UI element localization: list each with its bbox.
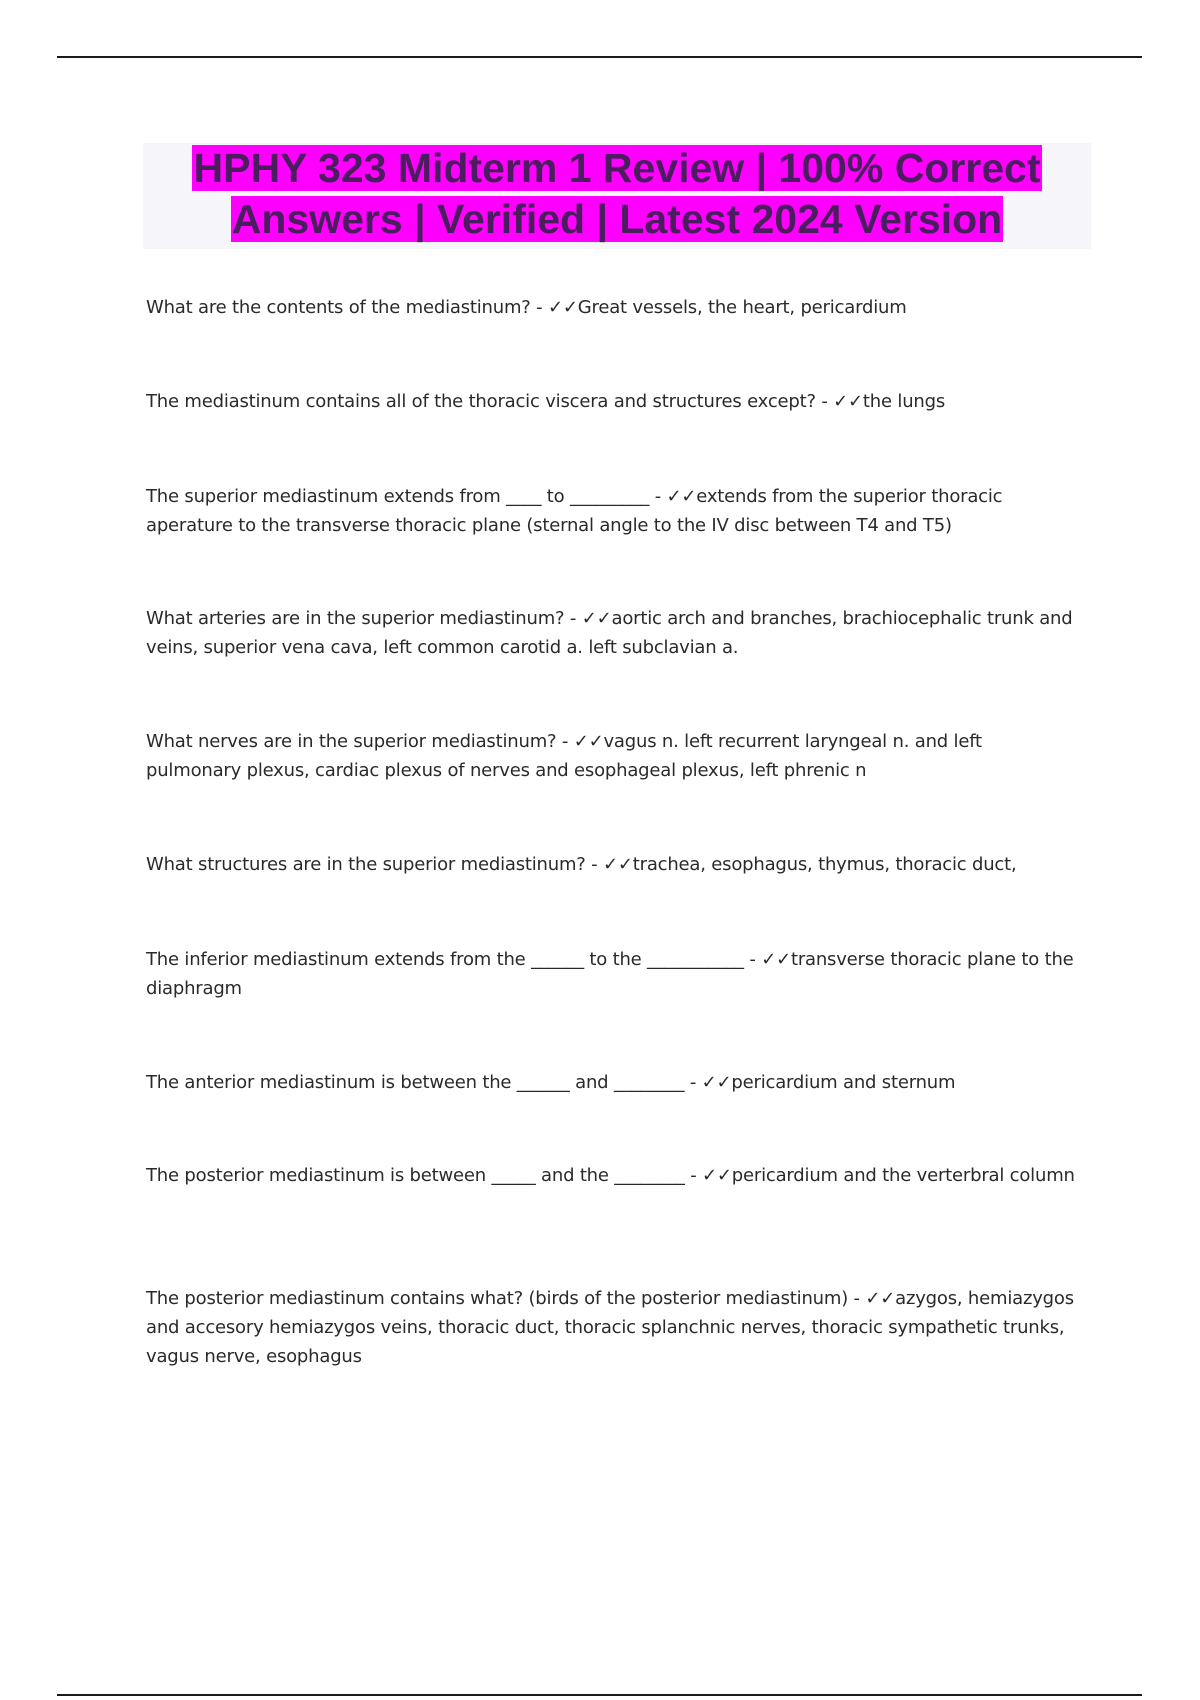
qa-item-4: What arteries are in the superior mediastinum? - ✓✓aortic arch and branches, brachiocephalic trunk and veins, superior vena cava, left common carotid a. left subclavian a.	[146, 608, 1073, 658]
top-rule	[57, 56, 1142, 58]
qa-item-2: The mediastinum contains all of the thoracic viscera and structures except? - ✓✓the lungs	[146, 391, 946, 412]
qa-item-5: What nerves are in the superior mediastinum? - ✓✓vagus n. left recurrent laryngeal n. and left pulmonary plexus, cardiac plexus of nerves and esophageal plexus, left phrenic n	[146, 731, 982, 781]
qa-item-3: The superior mediastinum extends from ____ to _________ - ✓✓extends from the superior thoracic aperature to the transverse thoracic plane (sternal angle to the IV disc between T4 and T5)	[146, 486, 1003, 536]
title-banner	[143, 143, 1091, 249]
qa-item-10: The posterior mediastinum contains what? (birds of the posterior mediastinum) - ✓✓azygos, hemiazygos and accesory hemiazygos veins, thoracic duct, thoracic splanchnic nerves, thoracic sympathetic trunks, vagus nerve, esophagus	[146, 1288, 1074, 1367]
qa-item-1: What are the contents of the mediastinum? - ✓✓Great vessels, the heart, pericardium	[146, 297, 907, 318]
qa-item-9: The posterior mediastinum is between _____ and the ________ - ✓✓pericardium and the verterbral column	[146, 1165, 1075, 1186]
qa-item-6: What structures are in the superior mediastinum? - ✓✓trachea, esophagus, thymus, thoracic duct,	[146, 854, 1017, 875]
bottom-rule	[57, 1694, 1142, 1696]
document-title: HPHY 323 Midterm 1 Review | 100% Correct Answers | Verified | Latest 2024 Version	[193, 145, 1041, 242]
qa-item-7: The inferior mediastinum extends from the ______ to the ___________ - ✓✓transverse thoracic plane to the diaphragm	[146, 949, 1074, 999]
qa-item-8: The anterior mediastinum is between the ______ and ________ - ✓✓pericardium and sternum	[146, 1072, 956, 1093]
